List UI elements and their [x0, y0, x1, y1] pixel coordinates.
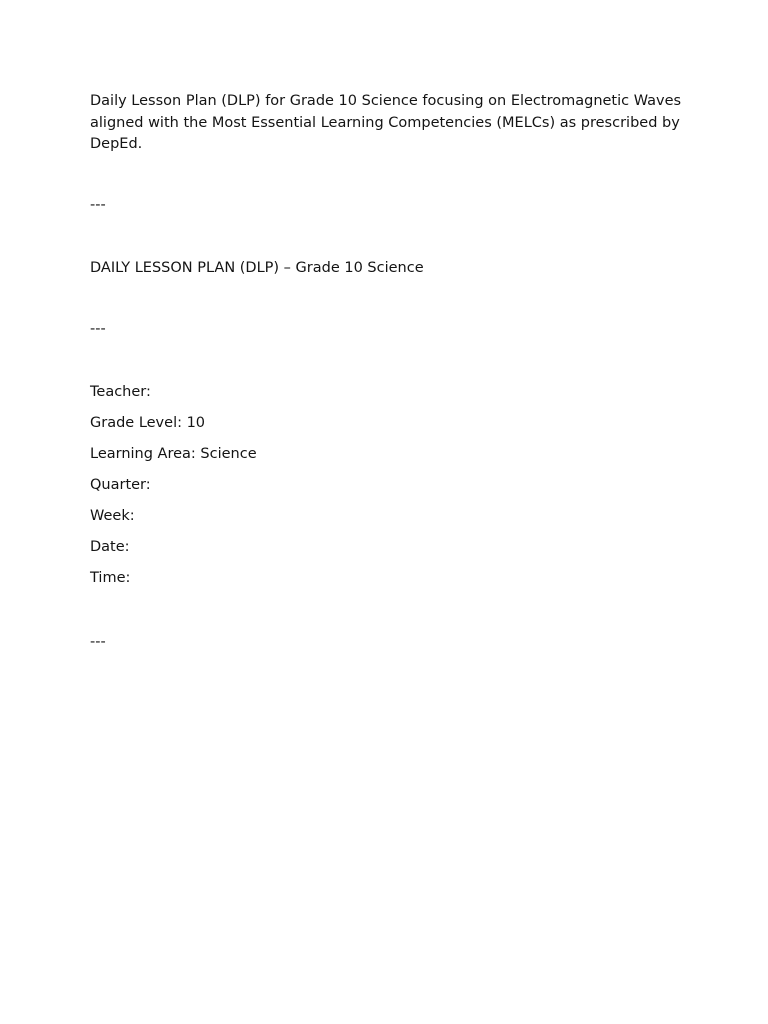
- separator: ---: [90, 197, 106, 213]
- field-date: Date:: [90, 539, 130, 555]
- field-grade-level: Grade Level: 10: [90, 415, 206, 431]
- separator: ---: [90, 321, 106, 337]
- field-learning-area: Learning Area: Science: [90, 446, 257, 462]
- field-quarter: Quarter:: [90, 477, 151, 493]
- intro-paragraph: Daily Lesson Plan (DLP) for Grade 10 Science focusing on Electromagnetic Waves aligned with the Most Essential Learning Competencies (MELCs) as prescribed by DepEd.: [90, 93, 682, 152]
- field-week: Week:: [90, 508, 135, 524]
- lesson-details-list: [90, 382, 257, 599]
- field-time: Time:: [90, 570, 131, 586]
- lesson-plan-heading: DAILY LESSON PLAN (DLP) – Grade 10 Science: [90, 260, 424, 276]
- separator: ---: [90, 634, 106, 650]
- field-teacher: Teacher:: [90, 384, 151, 400]
